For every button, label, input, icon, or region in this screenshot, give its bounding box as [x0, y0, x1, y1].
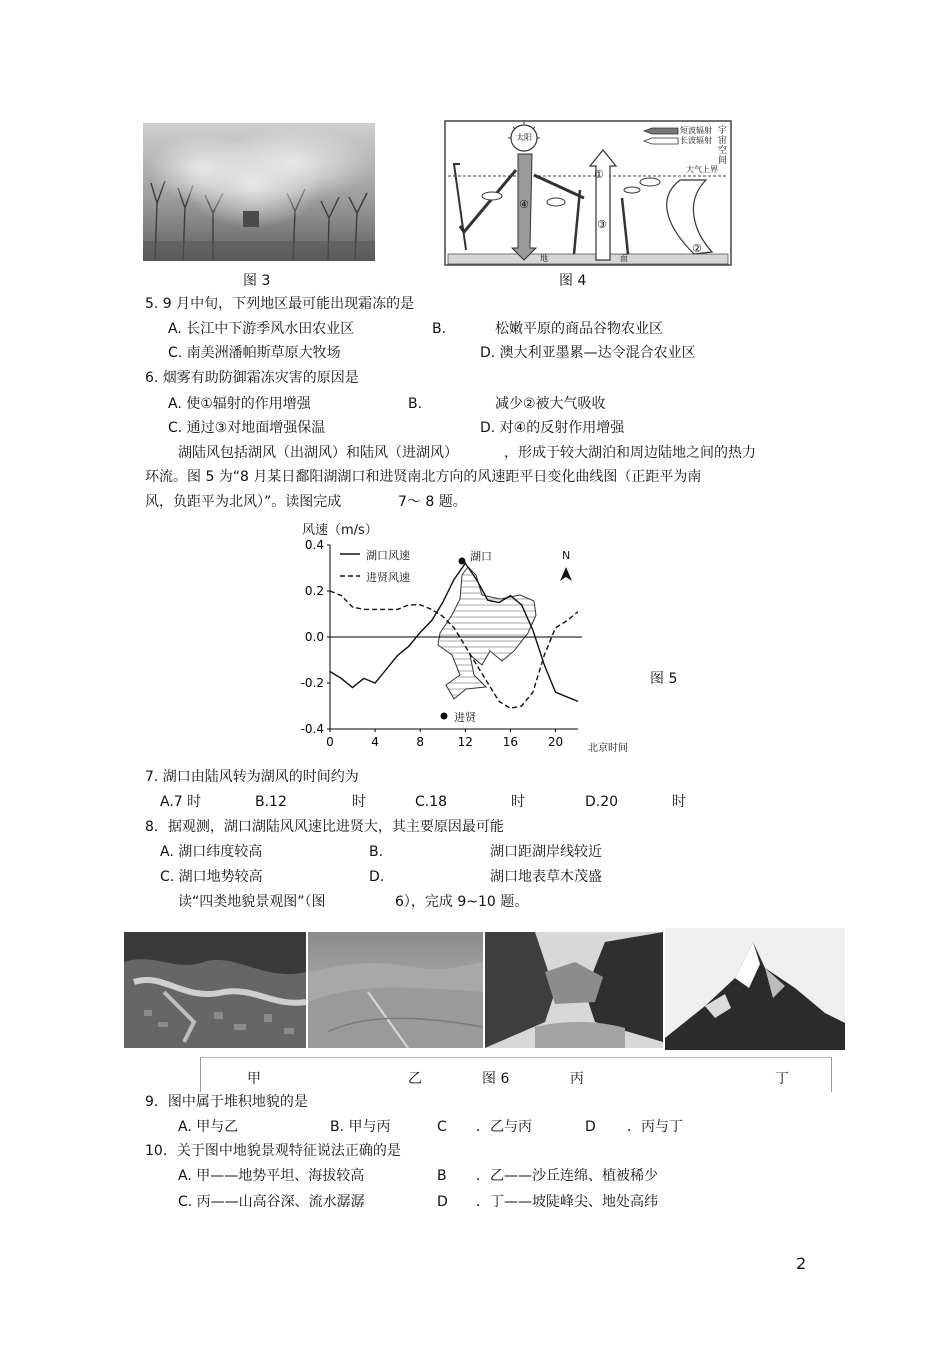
legend-jinxian-label: 进贤风速 [366, 571, 410, 584]
lake-outline [438, 567, 536, 699]
q8-option-d-letter: D. [369, 869, 385, 885]
y-tick-label: 0.0 [304, 630, 324, 644]
north-arrow-icon [560, 567, 572, 581]
q10-option-a: A. 甲——地势平坦、海拔较高 [178, 1168, 365, 1184]
intro78-line3b: 7～ 8 题。 [398, 494, 467, 510]
figure6-caption: 图 6 [482, 1071, 510, 1087]
q9-stem: 9．图中属于堆积地貌的是 [145, 1094, 308, 1110]
place-hukou-dot [459, 558, 466, 565]
y-tick-label: -0.2 [300, 676, 324, 690]
figure6-photo-jia [124, 932, 306, 1048]
north-label: N [562, 549, 571, 562]
q10-option-d-letter: D [437, 1194, 448, 1210]
figure3-photo [143, 123, 375, 261]
q9-option-d: ．丙与丁 [627, 1119, 683, 1135]
figure6-photo-ding [665, 928, 845, 1050]
q10-option-d: ．丁——坡陡峰尖、地处高纬 [476, 1194, 658, 1210]
q7-option-a: A.7 时 [160, 794, 202, 810]
q7-option-b: B.12 [255, 794, 287, 810]
ground-label-1: 地 [540, 254, 548, 263]
x-tick-label: 16 [502, 735, 519, 749]
q7-option-c-unit: 时 [511, 794, 525, 810]
figure6-label-jia: 甲 [247, 1071, 261, 1087]
q10-option-b-letter: B [437, 1168, 447, 1184]
mark-2: ② [692, 242, 702, 255]
q9-option-c-letter: C [437, 1119, 447, 1135]
q9-option-c: ．乙与丙 [476, 1119, 532, 1135]
legend-short-wave: 短波辐射 [680, 126, 712, 135]
figure4-diagram [444, 120, 732, 266]
figure6-label-yi: 乙 [408, 1071, 422, 1087]
x-tick-label: 8 [416, 735, 425, 749]
space-label: 宇宙空间 [718, 126, 728, 166]
x-tick-label: 12 [457, 735, 473, 749]
q9-option-a: A. 甲与乙 [178, 1119, 239, 1135]
q9-option-b: B. 甲与丙 [330, 1119, 391, 1135]
q6-stem: 6. 烟雾有助防御霜冻灾害的原因是 [145, 370, 359, 386]
q9-option-d-letter: D [585, 1119, 596, 1135]
page-number: 2 [796, 1254, 807, 1273]
ground-label-2: 面 [620, 254, 628, 263]
legend-long-wave: 长波辐射 [680, 136, 712, 145]
q7-option-b-unit: 时 [352, 794, 366, 810]
q8-option-b: 湖口距湖岸线较近 [490, 844, 602, 860]
intro910-a: 读“四类地貌景观图”（图 [178, 894, 326, 910]
q6-option-b: 减少②被大气吸收 [495, 396, 606, 412]
q10-stem: 10．关于图中地貌景观特征说法正确的是 [145, 1143, 401, 1159]
chart-xlabel: 北京时间 [588, 743, 628, 754]
q5-option-c: C. 南美洲潘帕斯草原大牧场 [168, 345, 341, 361]
q6-option-c: C. 通过③对地面增强保温 [168, 420, 326, 436]
figure6-label-bing: 丙 [570, 1071, 584, 1087]
x-tick-label: 0 [326, 735, 334, 749]
q8-option-a: A. 湖口纬度较高 [160, 844, 263, 860]
q5-option-a: A. 长江中下游季风水田农业区 [168, 321, 355, 337]
q6-option-b-letter: B. [408, 396, 423, 412]
q8-option-d: 湖口地表草木茂盛 [490, 869, 602, 885]
atmos-top-label: 大气上界 [686, 165, 718, 174]
q10-option-b: ．乙——沙丘连绵、植被稀少 [476, 1168, 658, 1184]
place-jinxian-dot [441, 713, 448, 720]
place-hukou-label: 湖口 [470, 550, 492, 563]
q7-option-c: C.18 [415, 794, 448, 810]
q7-option-d-unit: 时 [672, 794, 686, 810]
q10-option-c: C. 丙——山高谷深、流水潺潺 [178, 1194, 365, 1210]
y-tick-label: 0.4 [304, 538, 324, 552]
q8-stem: 8．据观测，湖口湖陆风风速比进贤大，其主要原因最可能 [145, 819, 504, 835]
intro78-line1b: ，形成于较大湖泊和周边陆地之间的热力 [504, 445, 756, 461]
figure5-caption: 图 5 [650, 671, 678, 687]
chart-ylabel: 风速（m/s） [302, 523, 378, 538]
mark-4: ④ [519, 198, 529, 211]
q8-option-c: C. 湖口地势较高 [160, 869, 263, 885]
intro910-b: 6），完成 9~10 题。 [395, 894, 529, 910]
mark-1: ① [594, 168, 604, 181]
legend-hukou-label: 湖口风速 [366, 549, 410, 562]
q6-option-a: A. 使①辐射的作用增强 [168, 396, 311, 412]
q5-option-b-letter: B. [432, 321, 447, 337]
q6-option-d: D. 对④的反射作用增强 [480, 420, 625, 436]
q5-option-d: D. 澳大利亚墨累—达令混合农业区 [480, 345, 696, 361]
figure6-label-ding: 丁 [775, 1071, 789, 1087]
figure4-caption: 图 4 [559, 273, 587, 289]
x-tick-label: 20 [547, 735, 564, 749]
intro78-line1a: 湖陆风包括湖风（出湖风）和陆风（进湖风） [178, 445, 458, 461]
x-tick-label: 4 [371, 735, 379, 749]
q7-stem: 7. 湖口由陆风转为湖风的时间约为 [145, 769, 359, 785]
sun-label: 太阳 [516, 133, 532, 142]
intro78-line2: 环流。图 5 为“8 月某日鄱阳湖湖口和进贤南北方向的风速距平日变化曲线图（正距平为南 [145, 469, 702, 485]
figure6-photo-yi [308, 932, 483, 1048]
figure6-label-frame [200, 1057, 832, 1092]
mark-3: ③ [597, 218, 607, 231]
y-tick-label: -0.4 [300, 722, 324, 736]
q8-option-b-letter: B. [369, 844, 384, 860]
figure6-photo-bing [485, 932, 663, 1048]
q5-stem: 5. 9 月中旬，下列地区最可能出现霜冻的是 [145, 296, 415, 312]
figure5-chart [290, 515, 650, 755]
y-tick-label: 0.2 [304, 584, 324, 598]
figure3-caption: 图 3 [243, 273, 271, 289]
intro78-line3a: 风，负距平为北风）”。读图完成 [145, 494, 342, 510]
q7-option-d: D.20 [585, 794, 619, 810]
q5-option-b: 松嫩平原的商品谷物农业区 [495, 321, 663, 337]
place-jinxian-label: 进贤 [454, 711, 476, 724]
